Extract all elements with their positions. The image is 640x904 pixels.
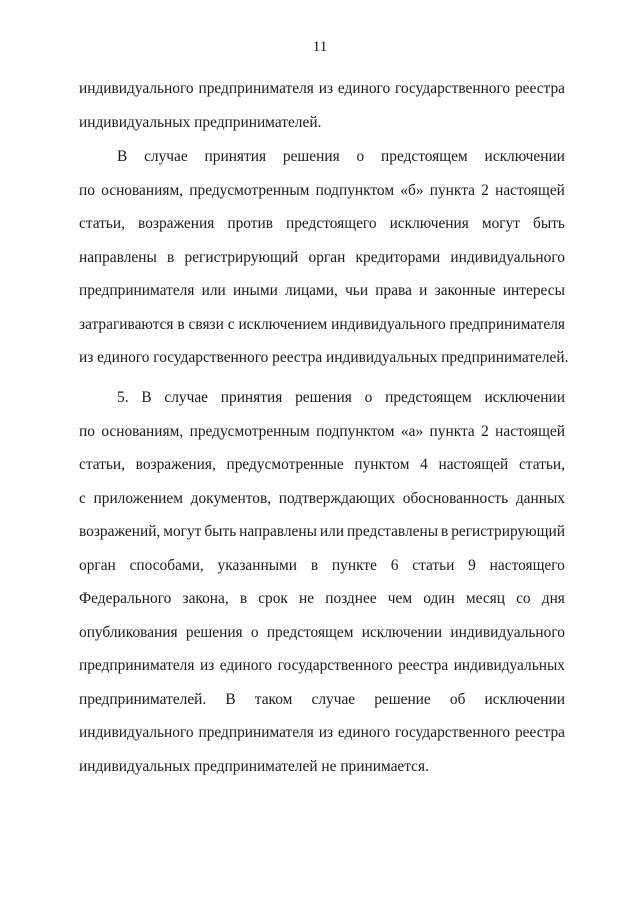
paragraph-1 xyxy=(79,72,565,139)
text-line: направлены в регистрирующий орган кредиторами индивидуального xyxy=(79,248,565,266)
text-line: орган способами, указанными в пункте 6 статьи 9 настоящего xyxy=(79,556,565,574)
text-line: затрагиваются в связи с исключением индивидуального предпринимателя xyxy=(79,315,565,333)
text-line: по основаниям, предусмотренным подпунктом «б» пункта 2 настоящей xyxy=(79,181,565,199)
text-line: В случае принятия решения о предстоящем исключении xyxy=(117,148,565,165)
text-line: с приложением документов, подтверждающих обоснованность данных xyxy=(79,489,565,507)
page-number: 11 xyxy=(312,39,328,55)
text-line: из единого государственного реестра индивидуальных предпринимателей. xyxy=(79,349,569,366)
text-line: предпринимателей. В таком случае решение об исключении xyxy=(79,690,565,708)
text-line: индивидуального предпринимателя из единого государственного реестра xyxy=(79,80,565,97)
paragraph-2 xyxy=(79,140,569,375)
text-line: индивидуальных предпринимателей. xyxy=(79,113,322,131)
text-line: предпринимателя или иными лицами, чьи права и законные интересы xyxy=(79,282,565,299)
text-line: Федерального закона, в срок не позднее чем один месяц со дня xyxy=(79,590,565,607)
text-line: статьи, возражения против предстоящего исключения могут быть xyxy=(79,215,565,232)
text-line: 5. В случае принятия решения о предстоящем исключении xyxy=(117,389,565,406)
paragraph-3 xyxy=(79,381,565,783)
text-line: статьи, возражения, предусмотренные пунктом 4 настоящей статьи, xyxy=(79,456,565,473)
text-line: индивидуальных предпринимателей не принимается. xyxy=(79,757,429,775)
text-line: опубликования решения о предстоящем исключении индивидуального xyxy=(79,623,565,641)
text-line: предпринимателя из единого государственного реестра индивидуальных xyxy=(79,657,565,674)
text-line: по основаниям, предусмотренным подпунктом «а» пункта 2 настоящей xyxy=(79,422,565,440)
text-line: возражений, могут быть направлены или представлены в регистрирующий xyxy=(79,523,565,540)
text-line: индивидуального предпринимателя из единого государственного реестра xyxy=(79,724,565,741)
